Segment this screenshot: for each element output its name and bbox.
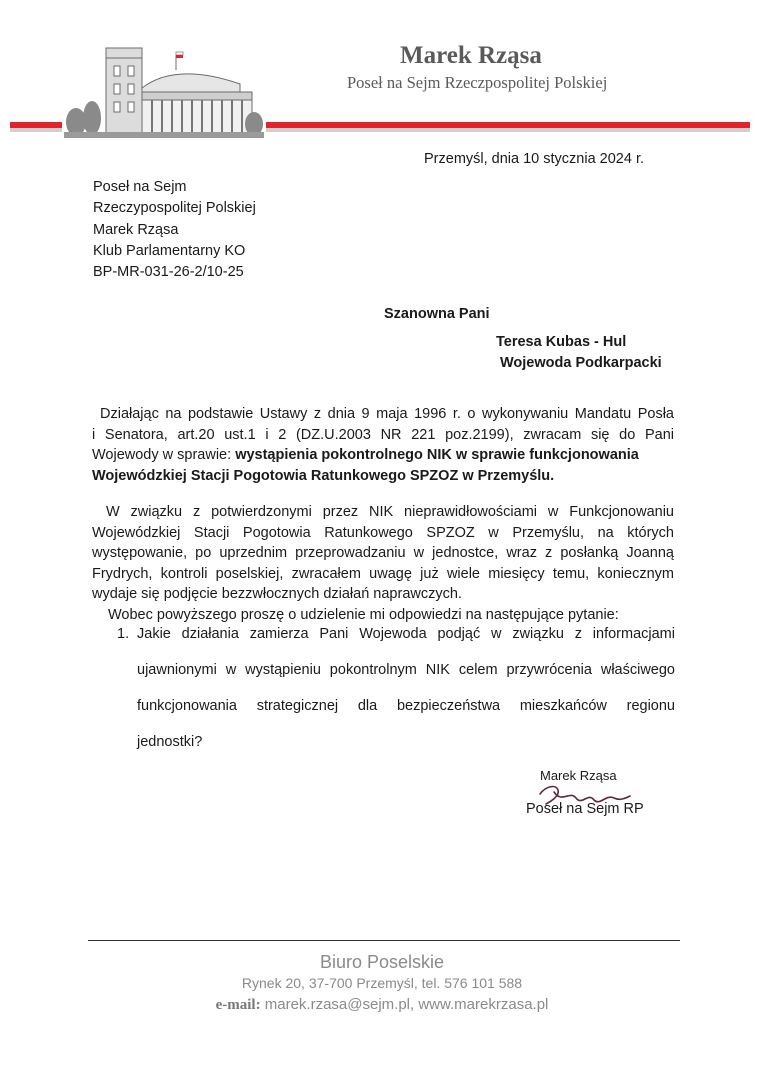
sender-line: Marek Rząsa <box>93 221 179 238</box>
question-line: funkcjonowania strategicznej dla bezpieczeństwa mieszkańców regionu <box>137 698 675 714</box>
footer-email-label: e-mail: <box>215 997 261 1013</box>
footer-contacts: marek.rzasa@sejm.pl, www.marekrzasa.pl <box>264 996 549 1013</box>
paragraph-line: występowanie, po uprzednim przeprowadzaniu w jednostce, wraz z posłanką Joanną <box>92 545 674 561</box>
letterhead-role: Poseł na Sejm Rzeczpospolitej Polskiej <box>347 73 608 92</box>
question-number: 1. <box>117 626 130 642</box>
question-line: Jakie działania zamierza Pani Wojewoda podjąć w związku z informacjami <box>137 626 675 642</box>
question-line: jednostki? <box>137 734 203 750</box>
paragraph-legal-basis <box>92 404 674 486</box>
footer-office-name: Biuro Poselskie <box>319 952 445 972</box>
sender-line: Poseł na Sejm <box>93 179 187 195</box>
sender-block <box>93 177 256 283</box>
letterhead-stripe-shadow <box>266 128 750 132</box>
paragraph-emphasis: Wojewódzkiej Stacji Pogotowia Ratunkowego SPZOZ w Przemyślu. <box>92 467 555 484</box>
sender-line: Klub Parlamentarny KO <box>93 242 246 259</box>
signature-name: Marek Rząsa <box>540 768 617 783</box>
recipient-name: Teresa Kubas - Hul <box>496 334 627 350</box>
paragraph-line: W związku z potwierdzonymi przez NIK nieprawidłowościami w Funkcjonowaniu <box>106 504 674 520</box>
paragraph-line: Frydrych, kontroli poselskiej, zwracałem uwagę już wiele miesięcy temu, koniecznym <box>92 565 674 582</box>
paragraph-line <box>92 466 674 487</box>
date-line: Przemyśl, dnia 10 stycznia 2024 r. <box>424 151 645 167</box>
paragraph-text: Wojewody w sprawie: <box>92 447 236 463</box>
signature-title: Poseł na Sejm RP <box>526 801 644 817</box>
footer-divider <box>88 940 680 941</box>
sender-line: Rzeczypospolitej Polskiej <box>93 200 256 217</box>
footer-contact <box>0 996 764 1014</box>
paragraph-line: wydaje się podjęcie bezzwłocznych działań naprawczych. <box>92 586 462 602</box>
recipient-title: Wojewoda Podkarpacki <box>500 355 662 371</box>
question-line: ujawnionymi w wystąpieniu pokontrolnym NIK celem przywrócenia właściwego <box>137 662 675 678</box>
letterhead-name: Marek Rząsa <box>400 42 542 69</box>
paragraph-line: Wojewódzkiej Stacji Pogotowia Ratunkowego SPZOZ w Przemyślu, na których <box>92 524 674 541</box>
salutation: Szanowna Pani <box>384 306 490 322</box>
paragraph-line: i Senatora, art.20 ust.1 i 2 (DZ.U.2003 NR 221 poz.2199), zwracam się do Pani <box>92 426 674 443</box>
footer-address: Rynek 20, 37-700 Przemyśl, tel. 576 101 588 <box>241 975 523 991</box>
reference-number: BP-MR-031-26-2/10-25 <box>93 264 244 281</box>
paragraph-findings <box>92 502 674 605</box>
letterhead-stripe-shadow <box>10 128 62 132</box>
sejm-building-icon <box>64 40 264 140</box>
question-lead-in: Wobec powyższego proszę o udzielenie mi odpowiedzi na następujące pytanie: <box>108 607 619 623</box>
question-text <box>137 624 675 754</box>
paragraph-line <box>92 445 674 466</box>
paragraph-line: Działając na podstawie Ustawy z dnia 9 maja 1996 r. o wykonywaniu Mandatu Posła <box>100 406 674 422</box>
recipient-block <box>496 332 662 374</box>
paragraph-emphasis: wystąpienia pokontrolnego NIK w sprawie funkcjonowania <box>235 447 639 463</box>
